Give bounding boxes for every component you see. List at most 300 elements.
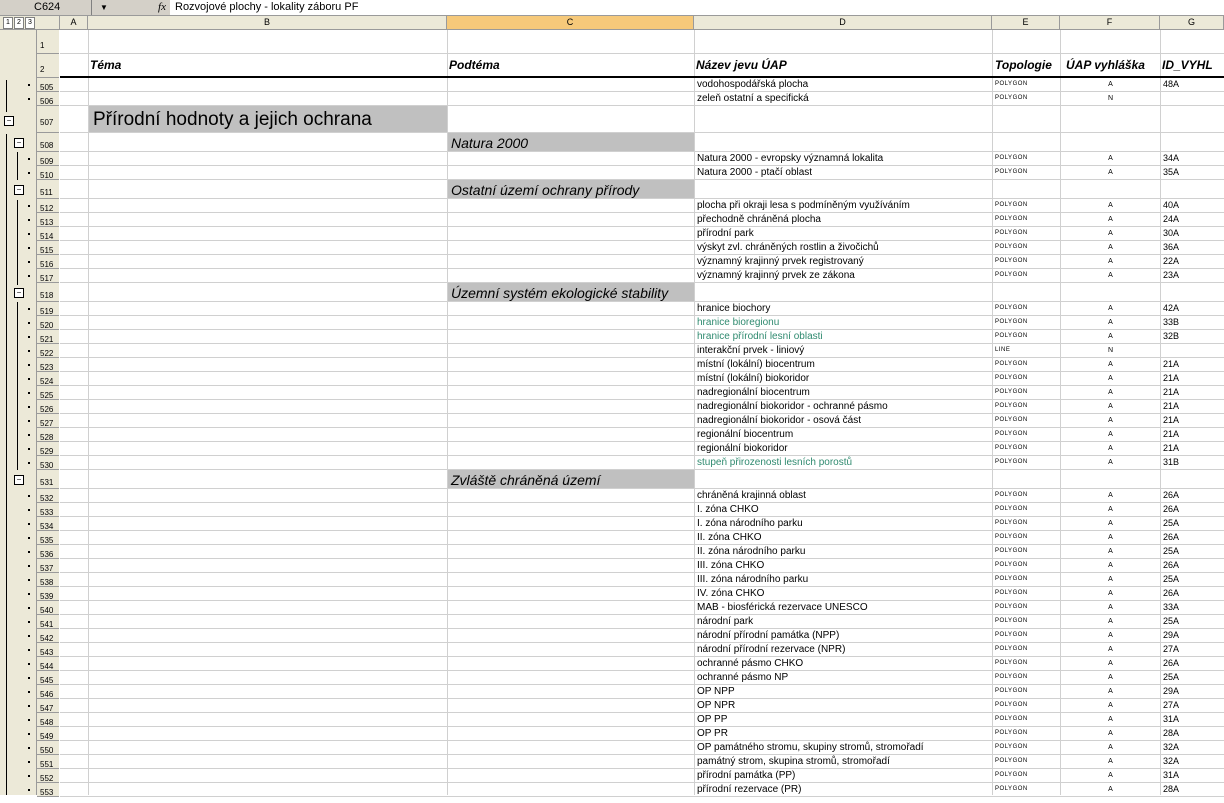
id-vyhl-cell[interactable]: 24A (1163, 214, 1180, 224)
nazev-cell[interactable]: nadregionální biokoridor - osová část (697, 415, 861, 426)
table-row (60, 372, 1224, 386)
topologie-cell[interactable]: POLYGON (995, 632, 1028, 638)
vyhlaska-cell[interactable]: A (1108, 492, 1113, 499)
vyhlaska-cell[interactable]: A (1108, 319, 1113, 326)
nazev-cell[interactable]: památný strom, skupina stromů, stromořadí (697, 756, 890, 767)
row-header[interactable]: 509 (37, 152, 59, 166)
topologie-cell[interactable]: POLYGON (995, 81, 1028, 87)
row-header[interactable]: 527 (37, 414, 59, 428)
topologie-cell[interactable]: POLYGON (995, 534, 1028, 540)
outline-bracket (17, 152, 18, 180)
row-header[interactable]: 537 (37, 559, 59, 573)
id-vyhl-cell[interactable]: 22A (1163, 256, 1180, 266)
topologie-cell[interactable]: POLYGON (995, 417, 1028, 423)
table-row (60, 344, 1224, 358)
id-vyhl-cell[interactable]: 26A (1163, 588, 1180, 598)
id-vyhl-cell[interactable]: 42A (1163, 303, 1180, 313)
nazev-cell[interactable]: IV. zóna CHKO (697, 588, 765, 599)
row-header[interactable]: 515 (37, 241, 59, 255)
row-header[interactable]: 508 (37, 133, 59, 152)
row-header[interactable]: 511 (37, 180, 59, 199)
id-vyhl-cell[interactable]: 31A (1163, 770, 1180, 780)
topologie-cell[interactable]: POLYGON (995, 244, 1028, 250)
nazev-cell[interactable]: zeleň ostatní a specifická (697, 93, 809, 104)
id-vyhl-cell[interactable]: 32B (1163, 331, 1180, 341)
topologie-cell[interactable]: POLYGON (995, 169, 1028, 175)
row-header[interactable]: 514 (37, 227, 59, 241)
topologie-cell[interactable]: POLYGON (995, 702, 1028, 708)
topologie-cell[interactable]: POLYGON (995, 389, 1028, 395)
vyhlaska-cell[interactable]: A (1108, 730, 1113, 737)
collapse-group-button[interactable]: − (4, 116, 14, 126)
table-row (60, 30, 1224, 54)
id-vyhl-cell[interactable]: 26A (1163, 490, 1180, 500)
vyhlaska-cell[interactable]: A (1108, 361, 1113, 368)
table-row (60, 269, 1224, 283)
vyhlaska-cell[interactable]: A (1108, 758, 1113, 765)
table-row (60, 442, 1224, 456)
row-header[interactable]: 549 (37, 727, 59, 741)
outline-detail-dot (28, 621, 30, 623)
nazev-cell[interactable]: OP PR (697, 728, 728, 739)
id-vyhl-cell[interactable]: 25A (1163, 574, 1180, 584)
row-header[interactable]: 551 (37, 755, 59, 769)
outline-detail-dot (28, 308, 30, 310)
table-row (60, 133, 1224, 152)
nazev-cell[interactable]: plocha při okraji lesa s podmíněným využíváním (697, 200, 910, 211)
id-vyhl-cell[interactable] (1161, 344, 1224, 357)
header-topologie[interactable]: Topologie (995, 58, 1052, 72)
vyhlaska-cell[interactable]: A (1108, 305, 1113, 312)
table-row (60, 456, 1224, 470)
nazev-cell[interactable]: hranice biochory (697, 303, 771, 314)
row-header[interactable]: 507 (37, 106, 59, 133)
nazev-cell[interactable]: národní přírodní rezervace (NPR) (697, 644, 846, 655)
id-vyhl-cell[interactable] (1161, 92, 1224, 105)
outline-detail-dot (28, 350, 30, 352)
row-header[interactable]: 538 (37, 573, 59, 587)
podtema-heading[interactable]: Územní systém ekologické stability (448, 283, 694, 301)
row-header[interactable]: 545 (37, 671, 59, 685)
row-header[interactable]: 532 (37, 489, 59, 503)
id-vyhl-cell[interactable]: 26A (1163, 504, 1180, 514)
topologie-cell[interactable]: POLYGON (995, 618, 1028, 624)
topologie-cell[interactable]: POLYGON (995, 305, 1028, 311)
nazev-cell[interactable]: I. zóna národního parku (697, 518, 803, 529)
row-header[interactable]: 539 (37, 587, 59, 601)
table-row (60, 657, 1224, 671)
vyhlaska-cell[interactable]: A (1108, 506, 1113, 513)
row-header[interactable]: 520 (37, 316, 59, 330)
id-vyhl-cell[interactable]: 25A (1163, 546, 1180, 556)
row-header[interactable]: 536 (37, 545, 59, 559)
row-header[interactable]: 505 (37, 78, 59, 92)
id-vyhl-cell[interactable]: 28A (1163, 728, 1180, 738)
id-vyhl-cell[interactable]: 32A (1163, 756, 1180, 766)
row-header[interactable]: 530 (37, 456, 59, 470)
column-header-a[interactable]: A (60, 16, 88, 29)
row-header[interactable]: 526 (37, 400, 59, 414)
nazev-cell[interactable]: národní park (697, 616, 754, 627)
nazev-cell[interactable]: II. zóna národního parku (697, 546, 806, 557)
row-header[interactable]: 1 (37, 30, 59, 54)
vyhlaska-cell[interactable]: A (1108, 459, 1113, 466)
row-header[interactable]: 550 (37, 741, 59, 755)
nazev-cell[interactable]: OP NPP (697, 686, 735, 697)
id-vyhl-cell[interactable]: 35A (1163, 167, 1180, 177)
outline-detail-dot (28, 84, 30, 86)
topologie-cell[interactable]: POLYGON (995, 403, 1028, 409)
nazev-cell[interactable]: místní (lokální) biokoridor (697, 373, 810, 384)
id-vyhl-cell[interactable]: 25A (1163, 616, 1180, 626)
outline-detail-dot (28, 593, 30, 595)
topologie-cell[interactable]: POLYGON (995, 216, 1028, 222)
column-header-e[interactable]: E (992, 16, 1060, 29)
topologie-cell[interactable]: POLYGON (995, 492, 1028, 498)
vyhlaska-cell[interactable]: A (1108, 272, 1113, 279)
nazev-cell[interactable]: ochranné pásmo NP (697, 672, 789, 683)
column-header-b[interactable]: B (88, 16, 447, 29)
id-vyhl-cell[interactable]: 25A (1163, 518, 1180, 528)
table-row (60, 470, 1224, 489)
table-row (60, 727, 1224, 741)
nazev-cell[interactable]: ochranné pásmo CHKO (697, 658, 804, 669)
nazev-cell[interactable]: interakční prvek - liniový (697, 345, 805, 356)
topologie-cell[interactable]: POLYGON (995, 155, 1028, 161)
nazev-cell[interactable]: významný krajinný prvek registrovaný (697, 256, 864, 267)
nazev-cell[interactable]: stupeň přirozenosti lesních porostů (697, 457, 853, 468)
chevron-down-icon[interactable]: ▼ (92, 0, 116, 15)
row-header[interactable]: 523 (37, 358, 59, 372)
header-row (60, 54, 1224, 78)
row-header[interactable]: 518 (37, 283, 59, 302)
outline-detail-dot (28, 607, 30, 609)
nazev-cell[interactable]: přírodní rezervace (PR) (697, 784, 802, 795)
row-header[interactable]: 533 (37, 503, 59, 517)
id-vyhl-cell[interactable]: 48A (1163, 79, 1180, 89)
topologie-cell[interactable]: POLYGON (995, 744, 1028, 750)
table-row (60, 699, 1224, 713)
outline-detail-dot (28, 322, 30, 324)
table-row (60, 386, 1224, 400)
topologie-cell[interactable]: POLYGON (995, 431, 1028, 437)
id-vyhl-cell[interactable]: 36A (1163, 242, 1180, 252)
header-tema[interactable]: Téma (90, 58, 122, 72)
nazev-cell[interactable]: regionální biokoridor (697, 443, 788, 454)
id-vyhl-cell[interactable]: 26A (1163, 658, 1180, 668)
id-vyhl-cell[interactable]: 29A (1163, 630, 1180, 640)
vyhlaska-cell[interactable]: A (1108, 375, 1113, 382)
vyhlaska-cell[interactable]: A (1108, 590, 1113, 597)
nazev-cell[interactable]: vodohospodářská plocha (697, 79, 809, 90)
vyhlaska-cell[interactable]: A (1108, 646, 1113, 653)
row-header[interactable]: 512 (37, 199, 59, 213)
row-header[interactable]: 522 (37, 344, 59, 358)
outline-detail-dot (28, 579, 30, 581)
vyhlaska-cell[interactable]: N (1107, 347, 1114, 354)
id-vyhl-cell[interactable]: 23A (1163, 270, 1180, 280)
table-row (60, 559, 1224, 573)
row-header[interactable]: 2 (37, 54, 59, 78)
outline-detail-dot (28, 462, 30, 464)
outline-detail-dot (28, 420, 30, 422)
vyhlaska-cell[interactable]: A (1108, 688, 1113, 695)
nazev-cell[interactable]: významný krajinný prvek ze zákona (697, 270, 855, 281)
vyhlaska-cell[interactable]: A (1108, 216, 1113, 223)
nazev-cell[interactable]: OP NPR (697, 700, 736, 711)
outline-detail-dot (28, 747, 30, 749)
topologie-cell[interactable]: POLYGON (995, 506, 1028, 512)
nazev-cell[interactable]: přírodní park (697, 228, 754, 239)
podtema-heading[interactable]: Natura 2000 (448, 133, 694, 151)
tema-heading[interactable]: Přírodní hodnoty a jejich ochrana (89, 106, 447, 132)
row-header[interactable]: 521 (37, 330, 59, 344)
nazev-cell[interactable]: I. zóna CHKO (697, 504, 759, 515)
outline-level-3-button[interactable]: 3 (25, 17, 35, 29)
nazev-cell[interactable]: III. zóna národního parku (697, 574, 809, 585)
vyhlaska-cell[interactable]: A (1108, 702, 1113, 709)
id-vyhl-cell[interactable]: 21A (1163, 401, 1180, 411)
nazev-cell[interactable]: přírodní památka (PP) (697, 770, 796, 781)
id-vyhl-cell[interactable]: 32A (1163, 742, 1180, 752)
topologie-cell[interactable]: POLYGON (995, 730, 1028, 736)
vyhlaska-cell[interactable]: A (1108, 786, 1113, 793)
collapse-group-button[interactable]: − (14, 138, 24, 148)
row-header[interactable]: 528 (37, 428, 59, 442)
vyhlaska-cell[interactable]: A (1108, 81, 1113, 88)
vyhlaska-cell[interactable]: A (1108, 230, 1113, 237)
header-uap-vyhlaska[interactable]: ÚAP vyhláška (1066, 58, 1145, 72)
topologie-cell[interactable]: POLYGON (995, 772, 1028, 778)
topologie-cell[interactable]: POLYGON (995, 562, 1028, 568)
nazev-cell[interactable]: nadregionální biocentrum (697, 387, 810, 398)
podtema-heading[interactable]: Ostatní území ochrany přírody (448, 180, 694, 198)
row-header[interactable]: 548 (37, 713, 59, 727)
vyhlaska-cell[interactable]: A (1108, 618, 1113, 625)
id-vyhl-cell[interactable]: 21A (1163, 373, 1180, 383)
nazev-cell[interactable]: III. zóna CHKO (697, 560, 765, 571)
table-row (60, 629, 1224, 643)
nazev-cell[interactable]: hranice bioregionu (697, 317, 780, 328)
topologie-cell[interactable]: POLYGON (995, 445, 1028, 451)
row-header[interactable]: 510 (37, 166, 59, 180)
topologie-cell[interactable]: POLYGON (995, 758, 1028, 764)
topologie-cell[interactable]: POLYGON (995, 459, 1028, 465)
id-vyhl-cell[interactable]: 27A (1163, 700, 1180, 710)
collapse-group-button[interactable]: − (14, 288, 24, 298)
nazev-cell[interactable]: Natura 2000 - evropsky významná lokalita (697, 153, 884, 164)
row-header[interactable]: 541 (37, 615, 59, 629)
outline-detail-dot (28, 261, 30, 263)
header-podtema[interactable]: Podtéma (449, 58, 500, 72)
nazev-cell[interactable]: Natura 2000 - ptačí oblast (697, 167, 813, 178)
vyhlaska-cell[interactable]: A (1108, 744, 1113, 751)
table-row (60, 713, 1224, 727)
podtema-heading[interactable]: Zvláště chráněná území (448, 470, 694, 488)
select-all-corner[interactable] (37, 16, 60, 29)
nazev-cell[interactable]: regionální biocentrum (697, 429, 794, 440)
vyhlaska-cell[interactable]: A (1108, 772, 1113, 779)
vyhlaska-cell[interactable]: A (1108, 562, 1113, 569)
id-vyhl-cell[interactable]: 33A (1163, 602, 1180, 612)
vyhlaska-cell[interactable]: A (1108, 660, 1113, 667)
column-header-g[interactable]: G (1160, 16, 1224, 29)
nazev-cell[interactable]: hranice přírodní lesní oblasti (697, 331, 823, 342)
column-header-f[interactable]: F (1060, 16, 1160, 29)
nazev-cell[interactable]: místní (lokální) biocentrum (697, 359, 815, 370)
vyhlaska-cell[interactable]: A (1108, 548, 1113, 555)
row-header[interactable]: 547 (37, 699, 59, 713)
row-header[interactable]: 544 (37, 657, 59, 671)
table-row (60, 152, 1224, 166)
id-vyhl-cell[interactable]: 21A (1163, 359, 1180, 369)
topologie-cell[interactable]: POLYGON (995, 361, 1028, 367)
insert-function-button[interactable]: fx (116, 0, 170, 15)
topologie-cell[interactable]: POLYGON (995, 660, 1028, 666)
row-header[interactable]: 542 (37, 629, 59, 643)
id-vyhl-cell[interactable]: 26A (1163, 560, 1180, 570)
outline-detail-dot (28, 775, 30, 777)
topologie-cell[interactable]: POLYGON (995, 786, 1028, 792)
topologie-cell[interactable]: POLYGON (995, 202, 1028, 208)
row-header[interactable]: 546 (37, 685, 59, 699)
row-header[interactable]: 525 (37, 386, 59, 400)
nazev-cell[interactable]: nadregionální biokoridor - ochranné pásmo (697, 401, 888, 412)
vyhlaska-cell[interactable]: A (1108, 674, 1113, 681)
id-vyhl-cell[interactable]: 28A (1163, 784, 1180, 794)
topologie-cell[interactable]: POLYGON (995, 272, 1028, 278)
topologie-cell[interactable]: POLYGON (995, 646, 1028, 652)
nazev-cell[interactable]: přechodně chráněná plocha (697, 214, 821, 225)
vyhlaska-cell[interactable]: A (1108, 445, 1113, 452)
topologie-cell[interactable]: POLYGON (995, 319, 1028, 325)
id-vyhl-cell[interactable]: 40A (1163, 200, 1180, 210)
table-row (60, 180, 1224, 199)
nazev-cell[interactable]: OP PP (697, 714, 728, 725)
formula-input[interactable]: Rozvojové plochy - lokality záboru PF (175, 1, 359, 13)
id-vyhl-cell[interactable]: 21A (1163, 415, 1180, 425)
topologie-cell[interactable]: POLYGON (995, 333, 1028, 339)
header-nazev[interactable]: Název jevu ÚAP (696, 58, 787, 72)
id-vyhl-cell[interactable]: 31A (1163, 714, 1180, 724)
header-id-vyhl[interactable]: ID_VYHL (1162, 58, 1213, 72)
id-vyhl-cell[interactable]: 30A (1163, 228, 1180, 238)
row-header[interactable]: 524 (37, 372, 59, 386)
vyhlaska-cell[interactable]: A (1108, 403, 1113, 410)
topologie-cell[interactable]: POLYGON (995, 258, 1028, 264)
topologie-cell[interactable]: POLYGON (995, 688, 1028, 694)
vyhlaska-cell[interactable]: N (1107, 95, 1114, 102)
vyhlaska-cell[interactable]: A (1108, 258, 1113, 265)
row-header[interactable]: 506 (37, 92, 59, 106)
vyhlaska-cell[interactable]: A (1108, 520, 1113, 527)
outline-detail-dot (28, 719, 30, 721)
vyhlaska-cell[interactable]: A (1108, 604, 1113, 611)
collapse-group-button[interactable]: − (14, 185, 24, 195)
vyhlaska-cell[interactable]: A (1108, 169, 1113, 176)
topologie-cell[interactable]: POLYGON (995, 604, 1028, 610)
nazev-cell[interactable]: MAB - biosférická rezervace UNESCO (697, 602, 868, 613)
vyhlaska-cell[interactable]: A (1108, 155, 1113, 162)
outline-detail-dot (28, 705, 30, 707)
id-vyhl-cell[interactable]: 21A (1163, 429, 1180, 439)
outline-level-1-button[interactable]: 1 (3, 17, 13, 29)
nazev-cell[interactable]: chráněná krajinná oblast (697, 490, 806, 501)
nazev-cell[interactable]: výskyt zvl. chráněných rostlin a živočichů (697, 242, 879, 253)
id-vyhl-cell[interactable]: 27A (1163, 644, 1180, 654)
column-header-c[interactable]: C (447, 16, 694, 29)
id-vyhl-cell[interactable]: 31B (1163, 457, 1180, 467)
id-vyhl-cell[interactable]: 29A (1163, 686, 1180, 696)
outline-detail-dot (28, 392, 30, 394)
nazev-cell[interactable]: II. zóna CHKO (697, 532, 762, 543)
vyhlaska-cell[interactable]: A (1108, 417, 1113, 424)
row-header[interactable]: 517 (37, 269, 59, 283)
id-vyhl-cell[interactable]: 25A (1163, 672, 1180, 682)
vyhlaska-cell[interactable]: A (1108, 716, 1113, 723)
nazev-cell[interactable]: národní přírodní památka (NPP) (697, 630, 840, 641)
id-vyhl-cell[interactable]: 33B (1163, 317, 1180, 327)
row-header[interactable]: 531 (37, 470, 59, 489)
row-header[interactable]: 553 (37, 783, 59, 797)
row-header[interactable]: 543 (37, 643, 59, 657)
topologie-cell[interactable]: POLYGON (995, 95, 1028, 101)
table-row (60, 227, 1224, 241)
row-header[interactable]: 535 (37, 531, 59, 545)
topologie-cell[interactable]: POLYGON (995, 674, 1028, 680)
row-header[interactable]: 529 (37, 442, 59, 456)
topologie-cell[interactable]: POLYGON (995, 520, 1028, 526)
topologie-cell[interactable]: POLYGON (995, 576, 1028, 582)
row-header[interactable]: 534 (37, 517, 59, 531)
row-header[interactable]: 552 (37, 769, 59, 783)
topologie-cell[interactable]: POLYGON (995, 548, 1028, 554)
vyhlaska-cell[interactable]: A (1108, 333, 1113, 340)
nazev-cell[interactable]: OP památného stromu, skupiny stromů, stromořadí (697, 742, 924, 753)
column-header-d[interactable]: D (694, 16, 992, 29)
vyhlaska-cell[interactable]: A (1108, 389, 1113, 396)
outline-detail-dot (28, 551, 30, 553)
row-header[interactable]: 513 (37, 213, 59, 227)
topologie-cell[interactable]: POLYGON (995, 230, 1028, 236)
id-vyhl-cell[interactable]: 34A (1163, 153, 1180, 163)
topologie-cell[interactable]: POLYGON (995, 716, 1028, 722)
row-header[interactable]: 540 (37, 601, 59, 615)
vyhlaska-cell[interactable]: A (1108, 576, 1113, 583)
id-vyhl-cell[interactable]: 26A (1163, 532, 1180, 542)
name-box[interactable]: C624 (0, 0, 92, 15)
id-vyhl-cell[interactable]: 21A (1163, 443, 1180, 453)
outline-detail-dot (28, 635, 30, 637)
vyhlaska-cell[interactable]: A (1108, 632, 1113, 639)
topologie-cell[interactable]: POLYGON (995, 375, 1028, 381)
collapse-group-button[interactable]: − (14, 475, 24, 485)
outline-detail-dot (28, 509, 30, 511)
vyhlaska-cell[interactable]: A (1108, 534, 1113, 541)
table-row (60, 601, 1224, 615)
outline-detail-dot (28, 205, 30, 207)
row-header[interactable]: 516 (37, 255, 59, 269)
vyhlaska-cell[interactable]: A (1108, 202, 1113, 209)
row-header[interactable]: 519 (37, 302, 59, 316)
topologie-cell[interactable]: LINE (995, 347, 1011, 353)
id-vyhl-cell[interactable]: 21A (1163, 387, 1180, 397)
vyhlaska-cell[interactable]: A (1108, 244, 1113, 251)
outline-bracket (17, 302, 18, 470)
outline-level-2-button[interactable]: 2 (14, 17, 24, 29)
vyhlaska-cell[interactable]: A (1108, 431, 1113, 438)
topologie-cell[interactable]: POLYGON (995, 590, 1028, 596)
